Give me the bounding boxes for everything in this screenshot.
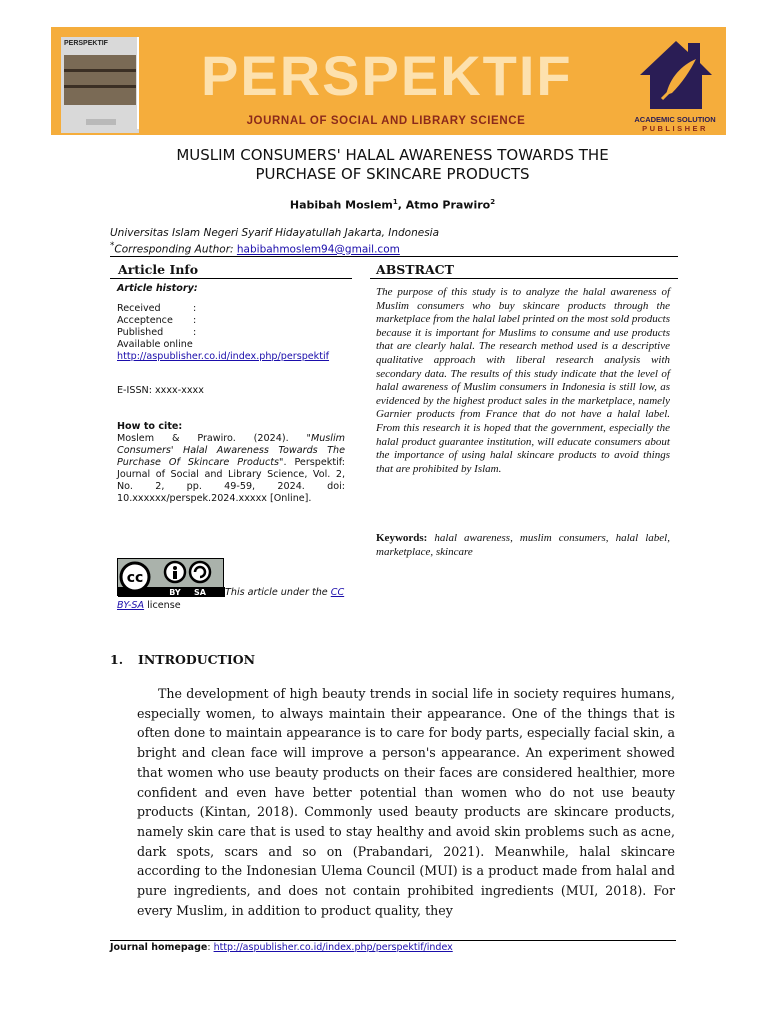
cover-publisher-mark: [86, 119, 116, 125]
corresponding-author: [110, 240, 670, 257]
author-name: Habibah Moslem: [289, 198, 393, 212]
license-suffix: license: [144, 600, 181, 611]
citation-prefix: Moslem & Prawiro. (2024). ": [117, 433, 311, 444]
corresponding-label: Corresponding Author:: [114, 243, 237, 256]
journal-url-link[interactable]: http://aspublisher.co.id/index.php/perspektif: [117, 351, 330, 362]
paper-title-line1: MUSLIM CONSUMERS' HALAL AWARENESS TOWARDS THE: [176, 146, 609, 164]
publisher-name: [623, 115, 727, 133]
publisher-name-line1: ACADEMIC SOLUTION: [634, 115, 716, 124]
abstract-text: The purpose of this study is to analyze the halal awareness of Muslim consumers who buy skincare products through the marketplace from the halal label printed on the most sold products because it is important for Muslims to consume and use products that are clearly halal. The research method used is a descriptive qualitative approach with liberal research analysis with secondary data. The results of this study indicate that the level of halal awareness of Muslim consumers in Indonesia is still low, as evidenced by the highest product sales in the marketplace, namely Garnier products from France that do not have a halal label. From this research it is hoped that the government, especially the halal product guarantee institution, will educate consumers about the importance of using halal skincare products to avoid things that are prohibited by Islam.: [376, 286, 670, 475]
article-info-rule: [110, 278, 352, 279]
cover-shelf-line: [64, 69, 136, 72]
history-label: Acceptence: [117, 315, 173, 326]
keywords: [376, 532, 670, 559]
history-value: :: [193, 315, 197, 326]
history-row: [117, 327, 345, 339]
author-affiliation-mark: 2: [490, 198, 496, 206]
cc-sa-text: SA: [194, 588, 206, 597]
history-label: Received: [117, 303, 161, 314]
article-history-label: Article history:: [117, 283, 198, 294]
publisher-house-logo-icon: [636, 35, 716, 111]
abstract-heading: ABSTRACT: [376, 262, 454, 277]
available-online-label: Available online: [117, 339, 193, 350]
affiliation-block: [110, 227, 670, 257]
cover-shelf-line: [64, 85, 136, 88]
journal-homepage-footer: [110, 942, 690, 953]
paper-title-line2: PURCHASE OF SKINCARE PRODUCTS: [255, 165, 530, 183]
footer-label: Journal homepage: [110, 942, 208, 953]
how-to-cite-label: How to cite:: [117, 421, 183, 432]
affiliation: Universitas Islam Negeri Syarif Hidayatullah Jakarta, Indonesia: [110, 227, 440, 239]
citation-suffix: ". Perspektif: Journal of Social and Library Science, Vol. 2, No. 2, pp. 49-59, 2024. doi: 10.xxxxxx/perspek.2024.xxxxx [Online].: [117, 457, 346, 504]
top-rule: [110, 256, 678, 257]
article-info-heading: Article Info: [118, 262, 199, 277]
citation-title: Muslim Consumers' Halal Awareness Towards The Purchase Of Skincare Products: [117, 433, 345, 468]
issn: E-ISSN: xxxx-xxxx: [117, 385, 204, 396]
citation-text: [117, 433, 345, 505]
keywords-list: halal awareness, muslim consumers, halal label, marketplace, skincare: [376, 532, 670, 558]
section-heading-introduction: [110, 652, 255, 667]
cc-symbol-text: cc: [126, 570, 144, 586]
history-value: :: [193, 327, 197, 338]
license-link-cc[interactable]: CC: [330, 587, 345, 598]
cover-title: PERSPEKTIF: [64, 40, 108, 47]
history-row: [117, 303, 345, 315]
introduction-paragraph: The development of high beauty trends in social life in society requires humans, especially women, to always maintain their appearance. One of the things that is often done to maintain appearance is to care for body parts, especially facial skin, a bright and clean face will improve a person's appearance. An experiment showed that women who use beauty products on their faces are considered healthier, more confident and even have better potential than women who do not use beauty products (Kintan, 2018). Commonly used beauty products are skincare products, namely skin care that is used to stay healthy and avoid skin problems such as acne, dark spots, scars and so on (Prabandari, 2021). Meanwhile, halal skincare according to the Indonesian Ulema Council (MUI) is a product made from halal and pure ingredients, and does not contain prohibited ingredients (MUI, 2018). For every Muslim, in addition to product quality, they: [137, 686, 675, 918]
banner-divider: [137, 37, 139, 129]
journal-homepage-link[interactable]: http://aspublisher.co.id/index.php/perspektif/index: [213, 942, 453, 953]
history-label: Published: [117, 327, 164, 338]
article-info-panel: [117, 283, 345, 505]
footer-separator: :: [207, 942, 214, 953]
journal-name: PERSPEKTIF: [201, 44, 573, 107]
section-number: 1.: [110, 652, 124, 667]
license-prefix: This article under the: [225, 587, 331, 598]
corresponding-email-link[interactable]: habibahmoslem94@gmail.com: [236, 243, 400, 256]
history-value: :: [193, 303, 197, 314]
abstract-rule: [370, 278, 678, 279]
journal-cover-thumbnail: [61, 37, 139, 133]
author-list: [60, 198, 725, 212]
license-statement: [117, 586, 357, 612]
footer-rule: [110, 940, 676, 941]
keywords-label: Keywords:: [376, 532, 428, 544]
cover-bookshelf-image: [64, 55, 136, 105]
author-separator: ,: [397, 198, 406, 212]
journal-subtitle: JOURNAL OF SOCIAL AND LIBRARY SCIENCE: [246, 115, 526, 127]
cc-by-text: BY: [169, 588, 181, 597]
publisher-name-line2: PUBLISHER: [642, 124, 708, 133]
corresponding-marker: *: [110, 241, 115, 251]
license-link-by-sa[interactable]: BY-SA: [117, 600, 145, 611]
section-title: INTRODUCTION: [138, 652, 256, 667]
author-name: Atmo Prawiro: [405, 198, 491, 212]
paper-title: [60, 146, 725, 184]
history-row: [117, 315, 345, 327]
author-affiliation-mark: 1: [392, 198, 398, 206]
journal-banner: [51, 27, 726, 135]
